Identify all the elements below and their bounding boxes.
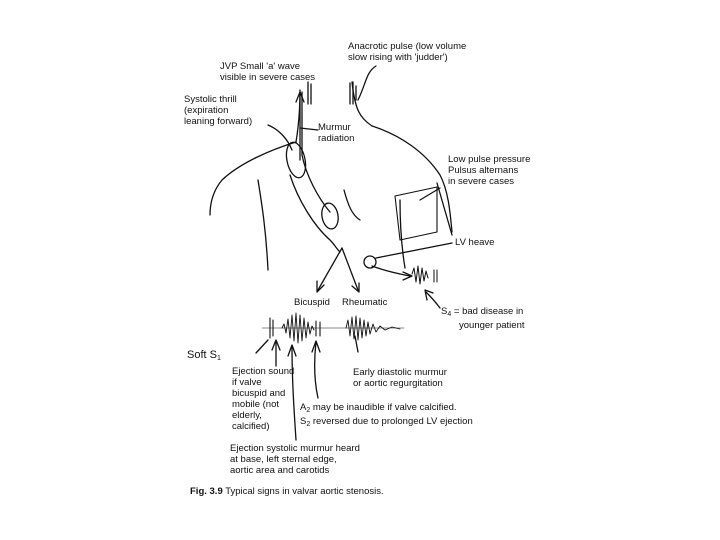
murmur-radiation-label [318,122,354,144]
bicuspid-arrow [318,248,342,290]
early-diastolic-line-2: or aortic regurgitation [353,378,443,389]
s4-sound [412,266,437,284]
ejection-murmur-line-2: at base, left sternal edge, [230,454,337,465]
soft-s1-text: Soft S [187,349,217,361]
ejection-sound-line-5: elderly, [232,410,262,421]
pec-curve [344,190,360,220]
murmur-radiation-pointer [300,128,318,130]
bicuspid-label: Bicuspid [294,297,330,308]
low-pulse-pressure-line-1: Low pulse pressure [448,154,531,165]
figure-caption [190,486,384,497]
systolic-thrill-line-1: Systolic thrill [184,94,237,105]
ejection-murmur-line-3: aortic area and carotids [230,465,330,476]
s4-label [441,306,525,331]
anacrotic-pulse-line-2: slow rising with 'judder') [348,52,448,63]
s4-label-pointer [426,292,440,308]
rheumatic-label: Rheumatic [342,297,388,308]
anacrotic-pointer [358,66,376,100]
s2-subscript: 2 [306,421,311,428]
s2-text: reversed due to prolonged LV ejection [310,416,473,427]
s4-text: = bad disease in [451,306,524,317]
soft-s1-subscript: 1 [216,355,221,362]
jvp-line-1: JVP Small 'a' wave [220,61,301,72]
a2-subscript: 2 [306,407,311,414]
a2-label [300,402,473,430]
s4-line-1 [441,306,525,320]
murmur-radiation-line-2: radiation [318,133,355,144]
systolic-thrill-line-3: leaning forward) [184,116,253,127]
low-pulse-pressure-line-2: Pulsus alternans [448,165,519,176]
a2-text: may be inaudible if valve calcified. [310,402,457,413]
right-arm-inner [400,200,405,268]
jvp-line-2: visible in severe cases [220,72,316,83]
figure-caption-ref: Fig. 3.9 [190,486,223,497]
left-shoulder-line [210,142,296,215]
a2-line-2 [300,416,473,430]
carotid-line [302,92,330,212]
a2-line-1 [300,402,473,416]
jvp-waveform [308,82,311,104]
rheumatic-arrow [342,248,358,290]
figure-caption-text: Typical signs in valvar aortic stenosis. [225,486,384,497]
ejection-sound-line-3: bicuspid and [232,388,286,399]
ejection-murmur-label [230,443,360,476]
systolic-thrill-label [184,94,252,127]
ejection-sound-line-4: mobile (not [232,399,279,410]
low-pulse-pressure-line-3: in severe cases [448,176,515,187]
murmur-radiation-line-1: Murmur [318,122,351,133]
s2-sound [316,321,320,336]
ejection-sound-line-1: Ejection sound [232,366,295,377]
lv-heave-pointer [376,243,452,258]
ejection-sound-line-2: if valve [232,377,262,388]
thrill-area [283,141,308,180]
ejection-murmur-line-1: Ejection systolic murmur heard [230,443,360,454]
s4-subscript: 4 [447,311,452,318]
a2-pointer [315,342,318,398]
chest-curve [290,175,340,252]
early-diastolic-line-1: Early diastolic murmur [353,367,447,378]
jvp-label [220,61,315,83]
anacrotic-pulse-line-1: Anacrotic pulse (low volume [348,41,467,52]
systolic-thrill-line-2: (expiration [184,105,229,116]
ejection-sound-line-6: calcified) [232,421,270,432]
lv-heave-label: LV heave [455,237,495,248]
aortic-area [320,202,340,230]
low-pulse-pressure-label [448,154,530,187]
s4-line-2: younger patient [459,320,525,331]
anacrotic-pulse-label [348,41,466,63]
neck-right-line [352,82,372,126]
soft-s1-label [187,349,221,365]
ejection-sound-label [232,366,294,432]
left-arm-inner [258,180,268,270]
s4-symbol: S [441,306,448,317]
right-shoulder-line [372,126,452,232]
s2-symbol: S [300,416,307,427]
a2-symbol: A [300,402,307,413]
early-diastolic-label [353,367,447,389]
soft-s1-pointer [256,340,268,353]
